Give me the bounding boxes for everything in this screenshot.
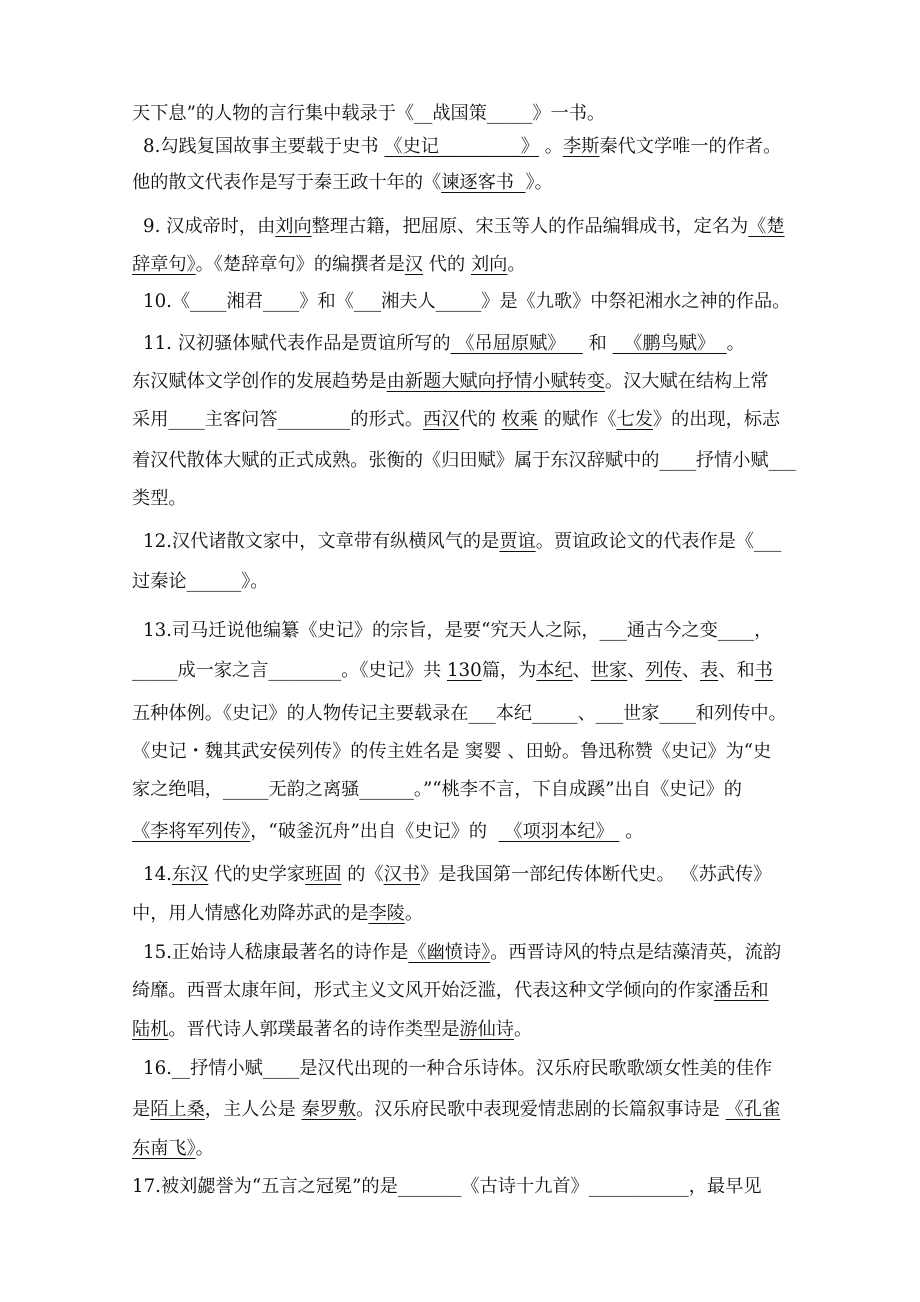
text-segment: 13.司马迁说他编纂《史记》的宗旨，是要“究天人之际，___通古今之变____， (143, 620, 773, 641)
text-segment: 。 (404, 903, 424, 924)
underlined-answer: 陆机 (132, 1019, 169, 1040)
underlined-answer: 枚乘 (501, 409, 538, 430)
text-segment: 、和 (718, 660, 755, 681)
underlined-answer: 七发 (616, 409, 653, 430)
text-line (0, 403, 920, 437)
text-segment: 。 (507, 254, 526, 275)
underlined-answer: 谏逐客书 (441, 172, 526, 193)
underlined-answer: 游仙诗 (459, 1019, 514, 1040)
text-segment: 《史记・魏其武安侯列传》的传主姓名是 窦婴 、田蚡。鲁迅称赞《史记》为“史 (132, 741, 772, 762)
underlined-answer: 东南飞》 (132, 1138, 196, 1159)
text-segment: 。 (513, 1019, 533, 1040)
text-line (0, 697, 920, 731)
text-segment: 。《楚辞章句》的编撰者是 (195, 254, 405, 275)
text-segment: 、 (572, 660, 591, 681)
text-segment: 17.被刘勰誉为“五言之冠冕”的是_______《古诗十九首》___________，最早见 (132, 1176, 762, 1197)
underlined-answer: 表 (700, 660, 719, 681)
text-segment: 、 (681, 660, 701, 681)
text-segment: __战国策_____ (414, 103, 533, 124)
text-segment: 东汉赋体文学创作的发展趋势是 (132, 371, 387, 392)
underlined-answer: 书 (754, 660, 773, 681)
text-line (0, 815, 920, 849)
underlined-answer: 东汉 (171, 864, 209, 885)
text-line (0, 614, 920, 648)
text-segment: 14. (143, 864, 172, 885)
text-segment: 代的史学家 (208, 864, 306, 885)
text-line (0, 365, 920, 399)
text-line (0, 1013, 920, 1047)
underlined-answer: 汉书 (383, 864, 421, 885)
text-segment: 。 (619, 821, 644, 842)
text-segment: 。 (539, 136, 563, 157)
text-line (0, 327, 920, 361)
underlined-answer: 130 (446, 660, 482, 681)
underlined-answer: 潘岳和 (714, 980, 769, 1001)
text-segment: _____成一家之言________。《史记》共 (132, 660, 447, 681)
text-segment: 8.勾践复国故事主要载于史书 (143, 136, 385, 157)
underlined-answer: 刘向 (470, 254, 508, 275)
text-segment: 》一书。 (532, 103, 606, 124)
text-segment: 》。 (525, 172, 553, 193)
text-segment: 中，用人情感化劝降苏武的是 (132, 903, 369, 924)
text-segment: 11. 汉初骚体赋代表作品是贾谊所写的 (143, 333, 451, 354)
text-line (0, 897, 920, 931)
text-segment: 采用____主客问答________的形式。 (132, 409, 424, 430)
text-line (0, 1132, 920, 1166)
text-segment: 的赋作《 (537, 409, 617, 430)
text-segment: 整理古籍，把屈原、宋玉等人的作品编辑成书，定名为 (311, 216, 749, 237)
underlined-answer: 辞章句》 (132, 254, 196, 275)
text-line (0, 166, 920, 200)
text-segment: 。 (726, 333, 745, 354)
text-segment: 、 (627, 660, 646, 681)
text-segment: 16.__抒情小赋____是汉代出现的一种合乐诗体。汉乐府民歌歌颂女性美的佳作 (143, 1058, 773, 1079)
text-segment: 。汉大赋在结构上常 (604, 371, 769, 392)
underlined-answer: 列传 (645, 660, 682, 681)
text-line (0, 130, 920, 164)
text-line (0, 1052, 920, 1086)
underlined-answer: 本纪 (536, 660, 573, 681)
text-segment: ___湘夫人_____ (353, 291, 482, 312)
underlined-answer: 汉 (404, 254, 424, 275)
text-segment: ____湘君____ (190, 291, 300, 312)
text-segment: 。 (195, 1138, 214, 1159)
text-line (0, 525, 920, 559)
text-segment: 》。 (241, 571, 269, 592)
underlined-answer: 由新题大赋向抒情小赋转变 (386, 371, 605, 392)
underlined-answer: 陌上桑 (150, 1099, 205, 1120)
underlined-answer: 《项羽本纪》 (498, 821, 620, 842)
text-segment: 12.汉代诸散文家中，文章带有纵横风气的是 (143, 531, 500, 552)
underlined-answer: 《史记_________》 (384, 136, 539, 157)
text-segment: 。西晋诗风的特点是结藻清英，流韵 (490, 942, 782, 963)
text-line (0, 210, 920, 244)
text-segment: 代的 (459, 409, 502, 430)
text-segment: 代的 (423, 254, 471, 275)
text-segment: 9. 汉成帝时，由 (143, 216, 276, 237)
text-segment: 。汉乐府民歌中表现爱情悲剧的长篇叙事诗是 (356, 1099, 726, 1120)
underlined-answer: 《楚 (748, 216, 785, 237)
text-line (0, 858, 920, 892)
text-segment: 10.《 (143, 291, 191, 312)
text-segment: 天下息”的人物的言行集中载录于《 (132, 103, 415, 124)
text-line (0, 1170, 920, 1204)
text-segment: 秦代文学唯一的作者。 (599, 136, 782, 157)
text-segment: 》是《九歌》中祭祀湘水之神的作品。 (481, 291, 791, 312)
underlined-answer: 李陵 (368, 903, 405, 924)
text-line (0, 285, 920, 319)
underlined-answer: 班固 (305, 864, 342, 885)
text-segment: 五种体例。《史记》的人物传记主要载录在___本纪_____、___世家____和列传中。 (132, 703, 787, 724)
text-segment: 。贾谊政论文的代表作是《___ (535, 531, 782, 552)
text-segment: 是 (132, 1099, 151, 1120)
text-line (0, 482, 920, 516)
underlined-answer: 刘向 (275, 216, 312, 237)
text-line (0, 565, 920, 599)
underlined-answer: 《吊屈原赋》 (450, 333, 583, 354)
text-line (0, 773, 920, 807)
underlined-answer: 西汉 (423, 409, 460, 430)
text-line (0, 97, 920, 131)
text-line (0, 654, 920, 688)
text-segment: ，“破釜沉舟”出自《史记》的 (250, 821, 499, 842)
text-segment: 的《 (341, 864, 384, 885)
underlined-answer: 贾谊 (499, 531, 536, 552)
text-segment: 他的散文代表作是写于秦王政十年的《 (132, 172, 442, 193)
text-line (0, 974, 920, 1008)
underlined-answer: 《孔雀 (725, 1099, 781, 1120)
underlined-answer: 《李将军列传》 (132, 821, 251, 842)
text-segment: 绮靡。西晋太康年间，形式主义文风开始泛滥，代表这种文学倾向的作家 (132, 980, 715, 1001)
text-segment: 》的出现，标志 (652, 409, 781, 430)
underlined-answer: 秦罗敷 (301, 1099, 357, 1120)
text-line (0, 248, 920, 282)
text-segment: 篇，为 (481, 660, 537, 681)
text-segment: 。晋代诗人郭璞最著名的诗作类型是 (168, 1019, 460, 1040)
text-segment: 15.正始诗人嵇康最著名的诗作是 (143, 942, 409, 963)
underlined-answer: 李斯 (562, 136, 600, 157)
text-segment: ，主人公是 (204, 1099, 302, 1120)
text-segment: 类型。 (132, 488, 187, 509)
underlined-answer: 《鹏鸟赋》 (612, 333, 727, 354)
underlined-answer: 《幽愤诗》 (408, 942, 491, 963)
text-segment: 和 (582, 333, 613, 354)
text-segment: 》和《 (299, 291, 354, 312)
text-line (0, 735, 920, 769)
text-segment: 》是我国第一部纪传体断代史。 《苏武传》 (420, 864, 772, 885)
text-line (0, 1093, 920, 1127)
text-segment: 着汉代散体大赋的正式成熟。张衡的《归田赋》属于东汉辞赋中的____抒情小赋___ (132, 450, 796, 471)
text-segment: 家之绝唱，_____无韵之离骚______。”“桃李不言，下自成蹊”出自《史记》的 (132, 779, 742, 800)
text-line (0, 444, 920, 478)
underlined-answer: 世家 (590, 660, 628, 681)
text-line (0, 936, 920, 970)
text-segment: 过秦论______ (132, 571, 242, 592)
